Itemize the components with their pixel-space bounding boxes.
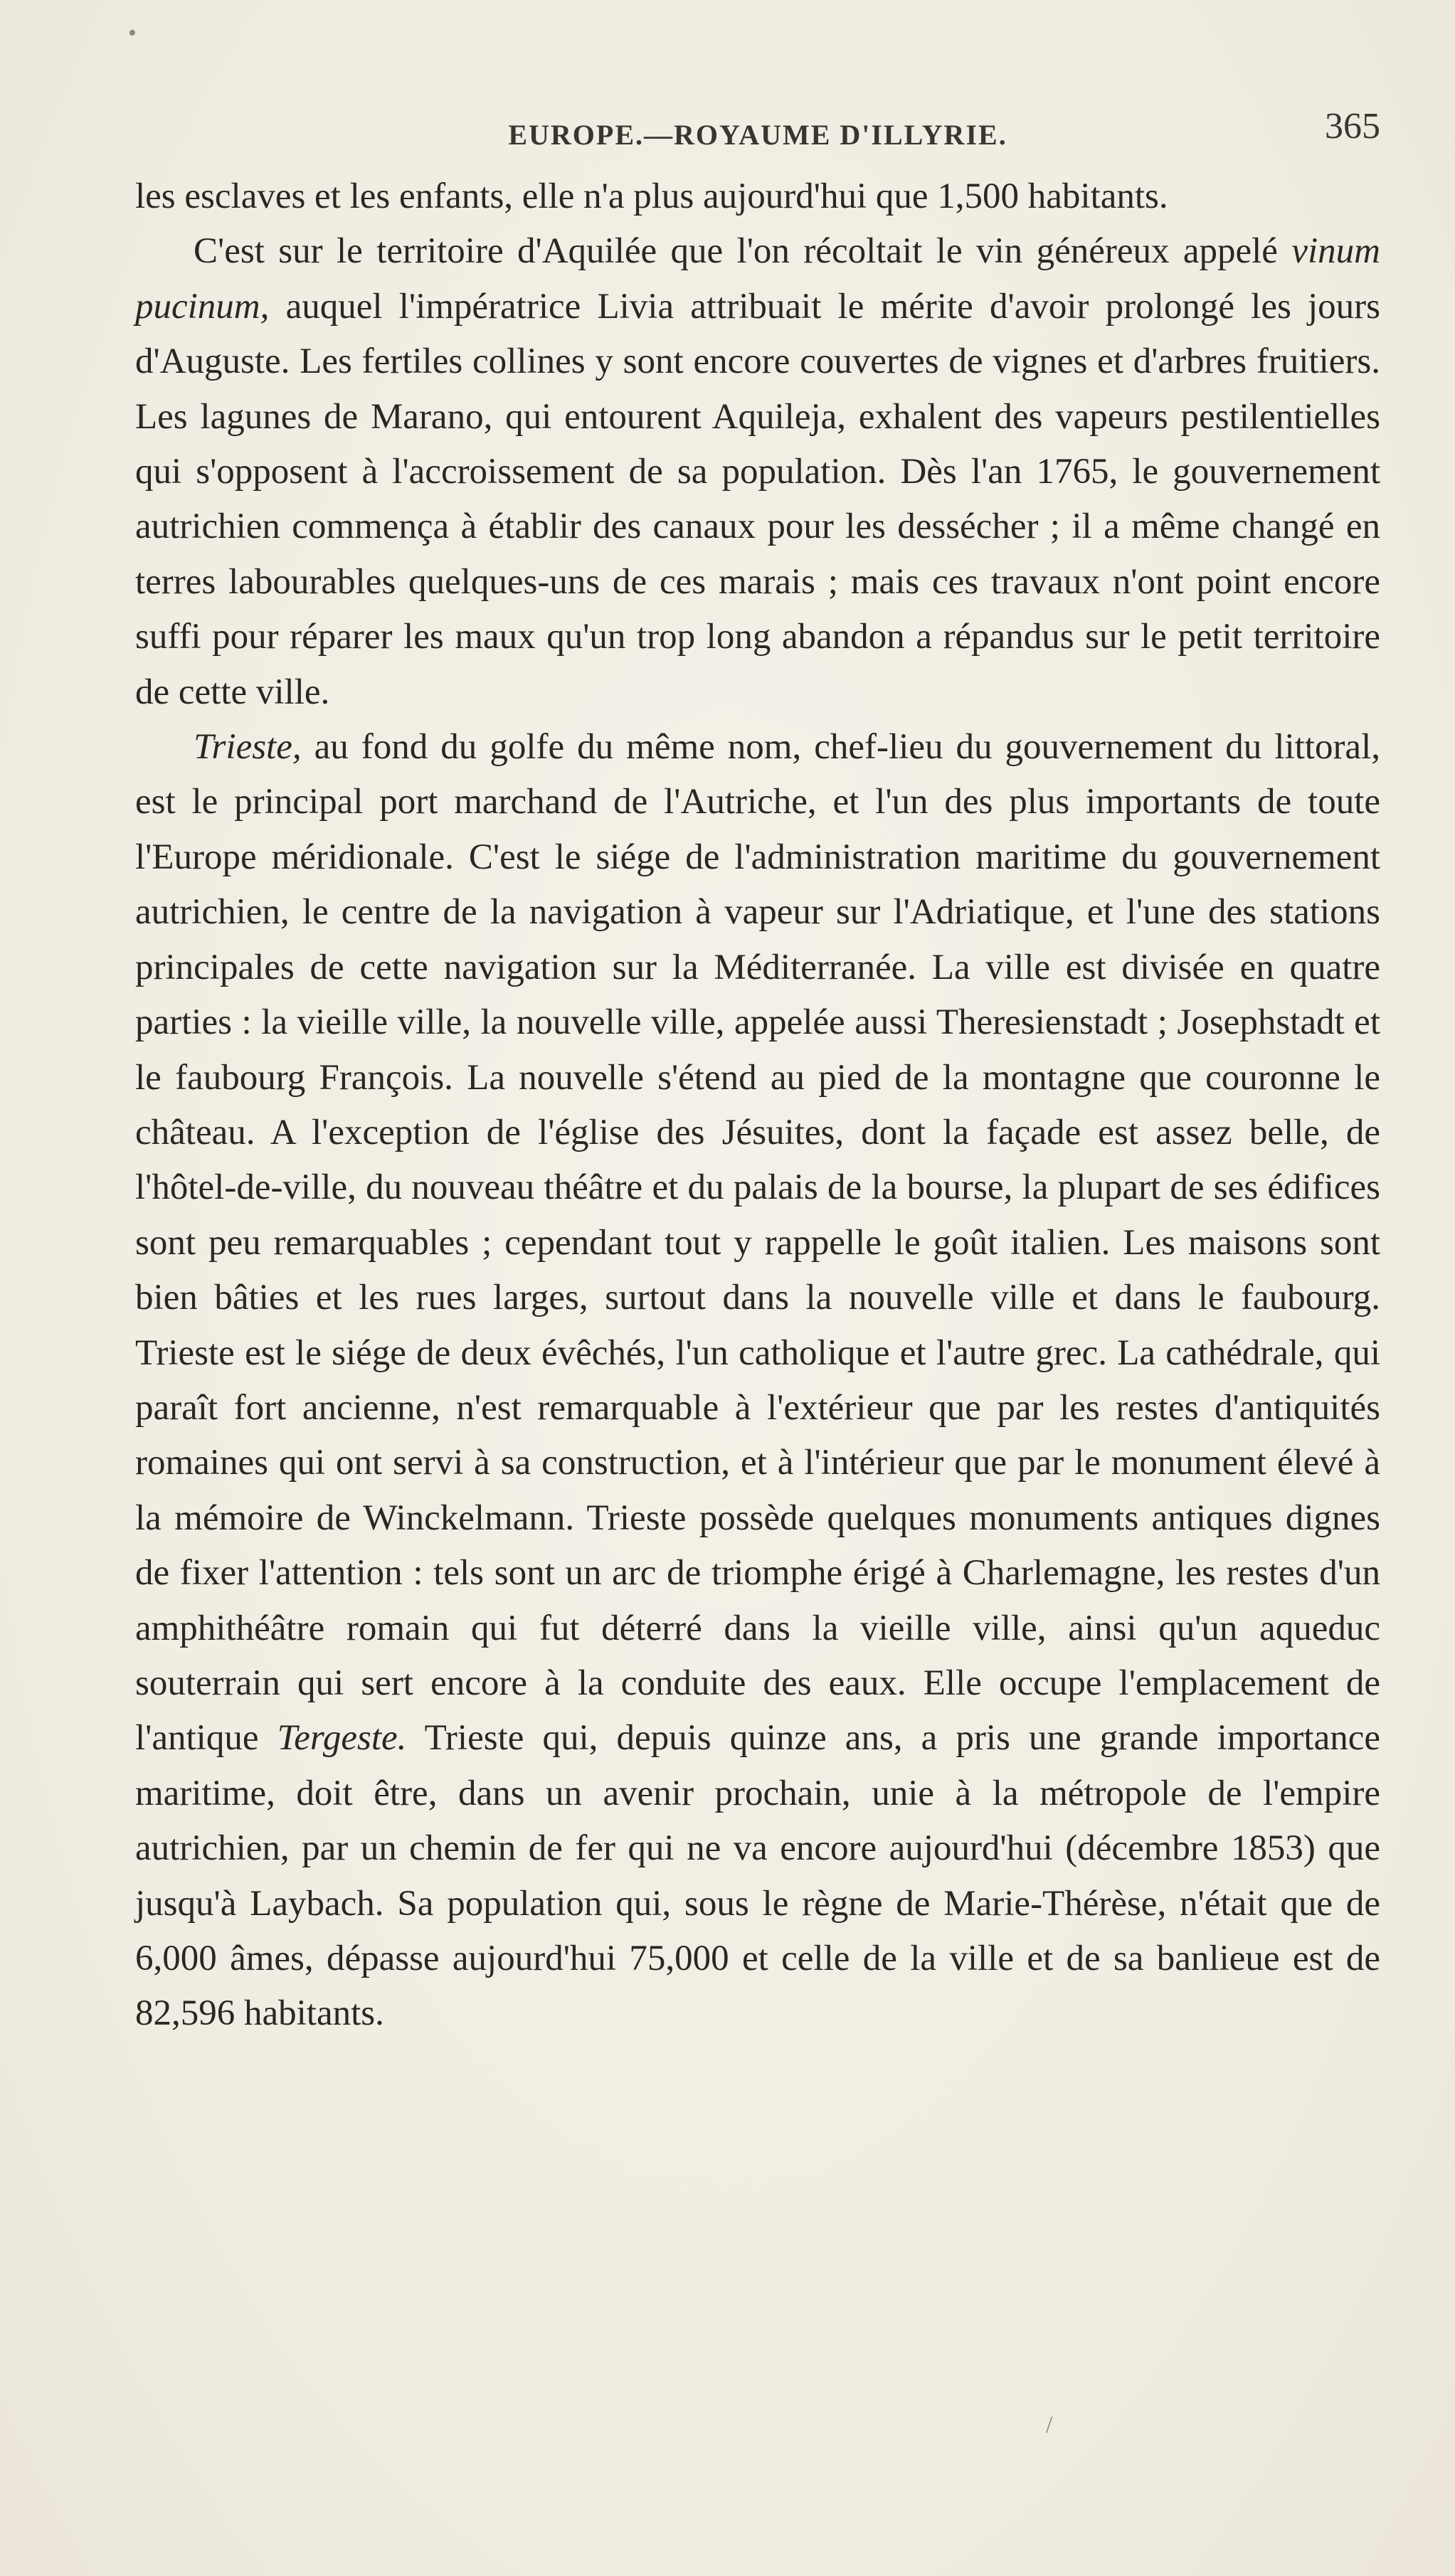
paragraph-3 <box>135 720 1380 2042</box>
paragraph-3-text-b: Trieste qui, depuis quinze ans, a pris une grande importance maritime, doit être, dans un avenir prochain, unie à la métropole de l'empire autrichien, par un chemin de fer qui ne va encore aujourd'hui (décembre 1853) que jusqu'à Laybach. Sa population qui, sous le règne de Marie-Thérèse, n'était que de 6,000 âmes, dépasse aujourd'hui 75,000 et celle de la ville et de sa banlieue est de 82,596 habitants. <box>135 1718 1380 2034</box>
paragraph-1 <box>135 169 1380 224</box>
running-head: EUROPE.—ROYAUME D'ILLYRIE. <box>508 119 1007 151</box>
latin-phrase: vinum pucinum, <box>135 231 1380 327</box>
trieste-heading-word: Trieste, <box>194 727 302 768</box>
paragraph-2-start: C'est sur le territoire d'Aquilée que l'on récoltait le vin généreux appelé <box>194 231 1292 272</box>
page-header <box>135 105 1380 155</box>
page-number: 365 <box>1325 106 1380 147</box>
paragraph-3-text-a: au fond du golfe du même nom, chef-lieu du gouvernement du littoral, est le principal port marchand de l'Autriche, et l'un des plus importants de toute l'Europe méridionale. C'est le siége de l'administration maritime du gouvernement autrichien, le centre de la navigation à vapeur sur l'Adriatique, et l'une des stations principales de cette navigation sur la Méditerranée. La ville est divisée en quatre parties : la vieille ville, la nouvelle ville, appelée aussi Theresienstadt ; Josephstadt et le faubourg François. La nouvelle s'étend au pied de la montagne que couronne le château. A l'exception de l'église des Jésuites, dont la façade est assez belle, de l'hôtel-de-ville, du nouveau théâtre et du palais de la bourse, la plupart de ses édifices sont peu remarquables ; cependant tout y rappelle le goût italien. Les maisons sont bien bâties et les rues larges, surtout dans la nouvelle ville et dans le faubourg. Trieste est le siége de deux évêchés, l'un catholique et l'autre grec. La cathédrale, qui paraît fort ancienne, n'est remarquable à l'extérieur que par les restes d'antiquités romaines qui ont servi à sa construction, et à l'intérieur que par le monument élevé à la mémoire de Winckelmann. Trieste possède quelques monuments antiques dignes de fixer l'attention : tels sont un arc de triomphe érigé à Charlemagne, les restes d'un amphithéâtre romain qui fut déterré dans la vieille ville, ainsi qu'un aqueduc souterrain qui sert encore à la conduite des eaux. Elle occupe l'emplacement de l'antique <box>135 727 1380 1759</box>
paragraph-2-rest: auquel l'impératrice Livia attribuait le mérite d'avoir prolongé les jours d'Auguste. Les fertiles collines y sont encore couvertes de vignes et d'arbres fruitiers. Les lagunes de Marano, qui entourent Aquileja, exhalent des vapeurs pestilentielles qui s'opposent à l'accroissement de sa population. Dès l'an 1765, le gouvernement autrichien commença à établir des canaux pour les dessécher ; il a même changé en terres labourables quelques-uns de ces marais ; mais ces travaux n'ont point encore suffi pour réparer les maux qu'un trop long abandon a répandus sur le petit territoire de cette ville. <box>135 286 1380 712</box>
tergeste-word: Tergeste. <box>277 1718 407 1759</box>
page-stray-mark: / <box>1046 2412 1053 2438</box>
main-text <box>135 169 1380 2042</box>
page-speck-mark: • <box>128 20 137 46</box>
paragraph-1-text: les esclaves et les enfants, elle n'a plus aujourd'hui que 1,500 habitants. <box>135 176 1168 216</box>
paragraph-2 <box>135 224 1380 720</box>
